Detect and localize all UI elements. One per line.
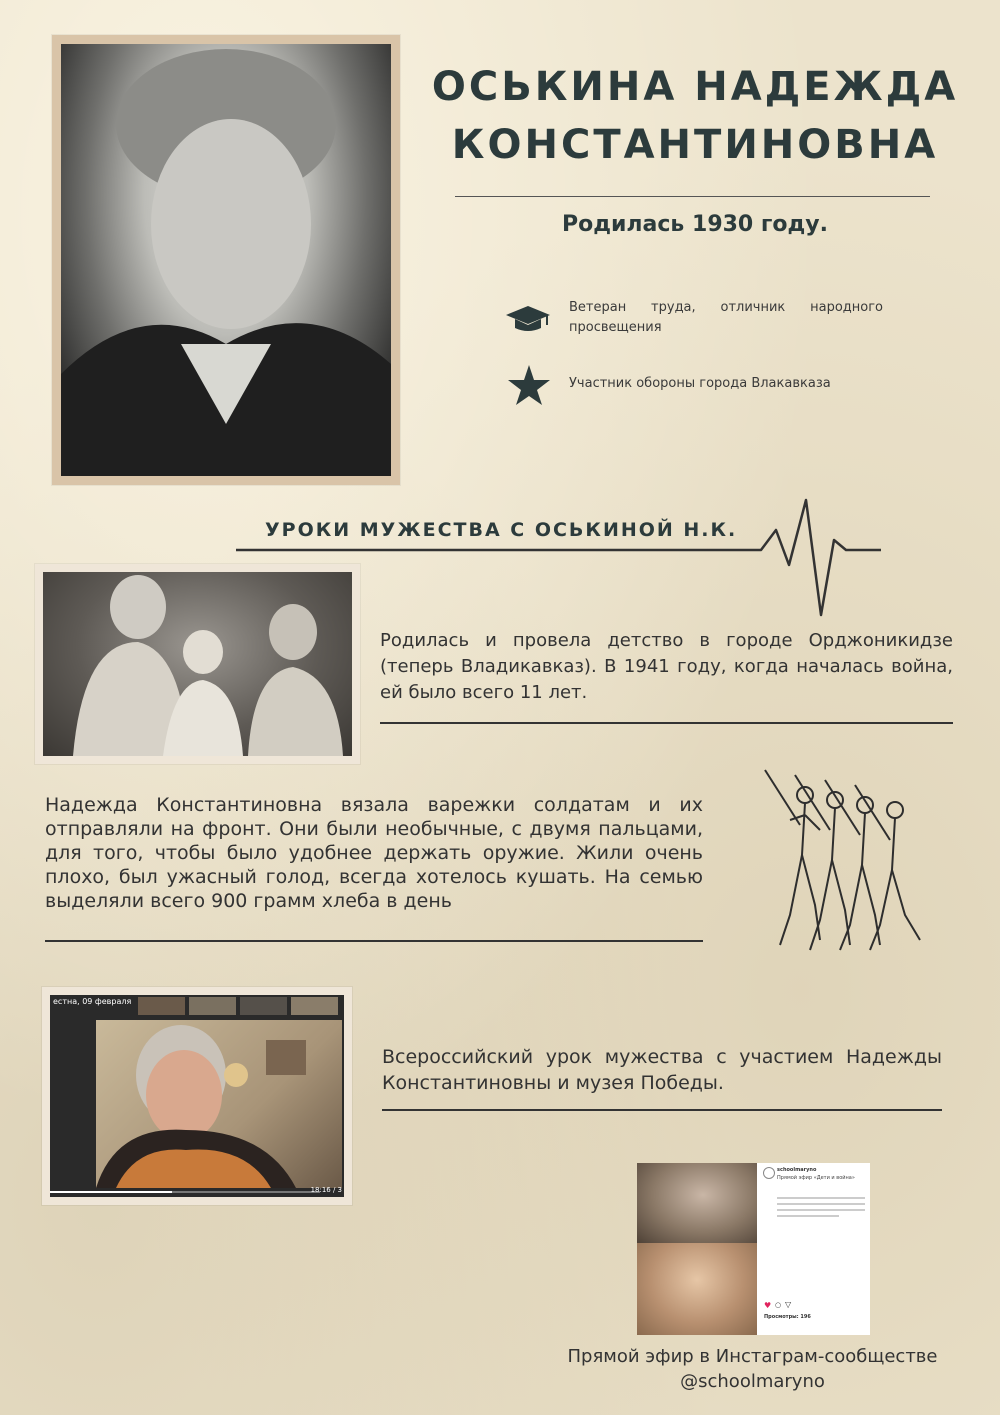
instagram-heart-icon[interactable]: ♥ — [764, 1301, 772, 1310]
marching-soldiers-icon — [760, 765, 935, 955]
instagram-views: Просмотры: 196 — [764, 1314, 811, 1320]
person-name-title — [400, 58, 990, 174]
instagram-video-bottom — [637, 1243, 757, 1335]
video-progress-bar[interactable] — [50, 1191, 320, 1193]
instagram-screenshot — [637, 1163, 870, 1335]
instagram-share-icon[interactable]: ▽ — [785, 1300, 792, 1309]
childhood-paragraph: Родилась и провела детство в городе Орджоникидзе (теперь Владикавказ). В 1941 году, когда началась война, ей было всего 11 лет. — [380, 630, 953, 703]
fact-item-veteran — [505, 298, 885, 343]
mittens-rule — [45, 940, 703, 942]
portrait-photo — [61, 44, 391, 476]
portrait-photo-frame — [52, 35, 400, 485]
footer-handle-link[interactable]: @schoolmaryno — [680, 1371, 825, 1392]
graduation-cap-icon — [505, 304, 551, 334]
elderly-woman-illustration — [96, 1020, 342, 1188]
video-timestamp: 18:16 / 3 — [310, 1186, 342, 1194]
mittens-paragraph: Надежда Константиновна вязала варежки солдатам и их отправляли на фронт. Они были необычные, с двумя пальцами, для того, чтобы было удобнее держать оружие. Жили очень плохо, был ужасный голод, всегда хотелось кушать. На семью выделяли всего 900 грамм хлеба в день — [45, 794, 703, 912]
instagram-comment-icon[interactable]: ○ — [775, 1301, 782, 1309]
star-icon — [507, 364, 551, 406]
video-call-frame — [42, 987, 352, 1205]
video-main-feed — [96, 1020, 342, 1188]
instagram-avatar[interactable] — [763, 1167, 775, 1179]
video-header-text: естна, 09 февраля — [53, 997, 132, 1006]
title-divider — [455, 196, 930, 197]
instagram-video-top — [637, 1163, 757, 1243]
instagram-footer — [530, 1344, 975, 1394]
family-photo-frame — [35, 564, 360, 764]
name-line-1: ОСЬКИНА НАДЕЖДА — [431, 64, 959, 110]
instagram-account[interactable]: schoolmaryno — [777, 1167, 817, 1173]
lesson-paragraph: Всероссийский урок мужества с участием Надежды Константиновны и музея Победы. — [382, 1046, 942, 1094]
name-line-2: КОНСТАНТИНОВНА — [451, 122, 939, 168]
fact-text-defense: Участник обороны города Влакавказа — [569, 376, 831, 391]
footer-line-1: Прямой эфир в Инстаграм-сообществе — [567, 1346, 938, 1367]
childhood-rule — [380, 722, 953, 724]
lesson-rule — [382, 1109, 942, 1111]
instagram-post-lines — [777, 1193, 865, 1221]
section-title: УРОКИ МУЖЕСТВА С ОСЬКИНОЙ Н.К. — [265, 519, 738, 541]
video-participant-thumbs — [138, 997, 338, 1015]
portrait-illustration — [61, 44, 391, 476]
fact-text-veteran: Ветеран труда, отличник народного просвещения — [569, 300, 883, 335]
instagram-caption: Прямой эфир «Дети и война» — [777, 1175, 855, 1181]
fact-item-defense — [505, 364, 885, 408]
family-photo — [43, 572, 352, 756]
family-illustration — [43, 572, 352, 756]
video-call-screen — [50, 995, 344, 1197]
birth-year-text: Родилась 1930 году. — [562, 212, 828, 237]
